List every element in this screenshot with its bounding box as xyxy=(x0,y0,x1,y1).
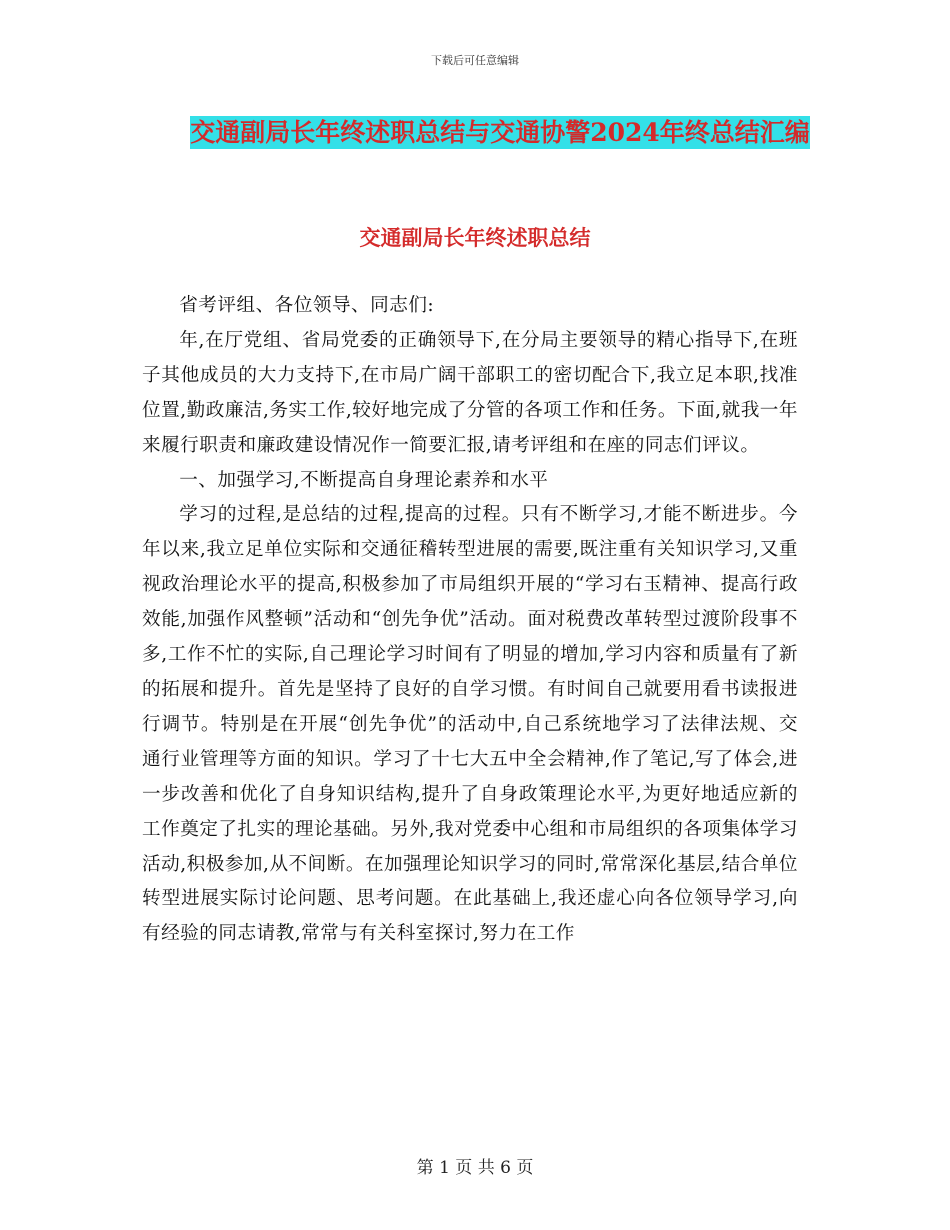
page-number: 第 1 页 共 6 页 xyxy=(416,1158,534,1178)
paragraph-study: 学习的过程,是总结的过程,提高的过程。只有不断学习,才能不断进步。今年以来,我立足单位实际和交通征稽转型进展的需要,既注重有关知识学习,又重视政治理论水平的提高,积极参加了市局组织开展的“学习右玉精神、提高行政效能,加强作风整顿”活动和“创先争优”活动。面对税费改革转型过渡阶段事不多,工作不忙的实际,自己理论学习时间有了明显的增加,学习内容和质量有了新的拓展和提升。首先是坚持了良好的自学习惯。有时间自己就要用看书读报进行调节。特别是在开展“创先争优”的活动中,自己系统地学习了法律法规、交通行业管理等方面的知识。学习了十七大五中全会精神,作了笔记,写了体会,进一步改善和优化了自身知识结构,提升了自身政策理论水平,为更好地适应新的工作奠定了扎实的理论基础。另外,我对党委中心组和市局组织的各项集体学习活动,积极参加,从不间断。在加强理论知识学习的同时,常常深化基层,结合单位转型进展实际讨论问题、思考问题。在此基础上,我还虚心向各位领导学习,向有经验的同志请教,常常与有关科室探讨,努力在工作 xyxy=(142,504,798,945)
document-title-text: 交通副局长年终述职总结与交通协警2024年终总结汇编 xyxy=(190,118,810,147)
document-body xyxy=(142,289,798,952)
section-title: 交通副局长年终述职总结 xyxy=(359,225,591,250)
paragraph-heading-1: 一、加强学习,不断提高自身理论素养和水平 xyxy=(179,469,549,491)
page-header-note: 下载后可任意编辑 xyxy=(431,54,519,67)
document-title xyxy=(140,112,860,154)
paragraph-salutation: 省考评组、各位领导、同志们: xyxy=(179,295,435,316)
paragraph-intro: 年,在厅党组、省局党委的正确领导下,在分局主要领导的精心指导下,在班子其他成员的大力支持下,在市局广阔干部职工的密切配合下,我立足本职,找准位置,勤政廉洁,务实工作,较好地完成了分管的各项工作和任务。下面,就我一年来履行职责和廉政建设情况作一简要汇报,请考评组和在座的同志们评议。 xyxy=(142,329,798,456)
